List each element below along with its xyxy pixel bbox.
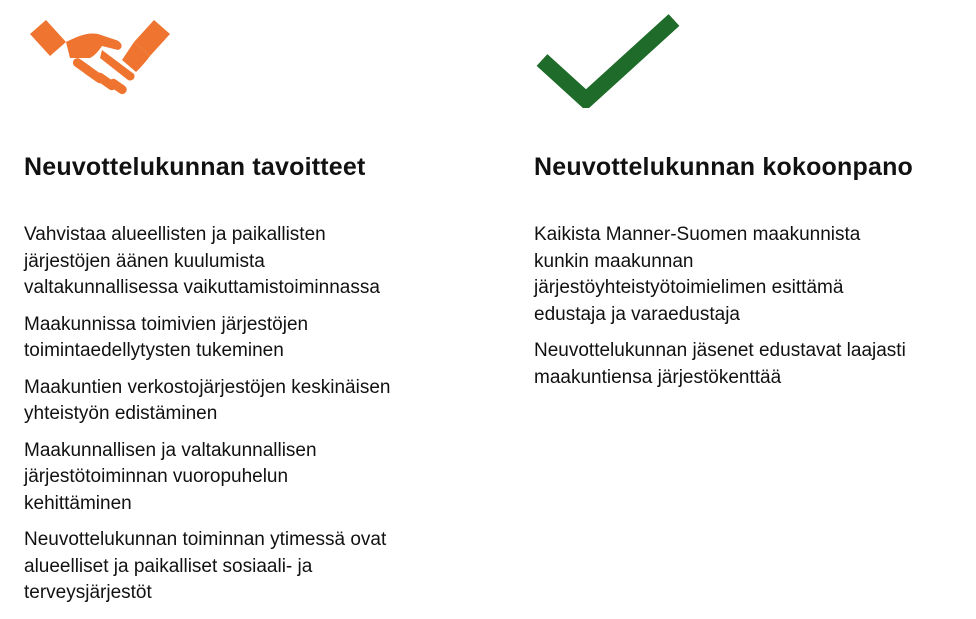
list-item	[24, 375, 464, 428]
list-item-line: edustaja ja varaedustaja	[534, 303, 740, 325]
composition-heading: Neuvottelukunnan kokoonpano	[534, 153, 914, 181]
list-item-line: Kaikista Manner-Suomen maakunnista	[534, 224, 861, 245]
list-item-line: maakuntiensa järjestökenttää	[534, 366, 782, 388]
list-item-line: Neuvottelukunnan jäsenet edustavat laajasti	[534, 340, 906, 361]
list-item-line: kunkin maakunnan	[534, 250, 694, 272]
list-item-line: terveysjärjestöt	[24, 582, 152, 603]
list-item-line: järjestöyhteistyötoimielimen esittämä	[534, 277, 844, 298]
list-item-line: Maakunnallisen ja valtakunnallisen	[24, 439, 317, 461]
list-item-line: alueelliset ja paikalliset sosiaali- ja	[24, 555, 313, 577]
handshake-icon	[30, 14, 170, 98]
list-item-line: Maakuntien verkostojärjestöjen keskinäisen	[24, 376, 391, 398]
list-item-line: Vahvistaa alueellisten ja paikallisten	[24, 224, 326, 245]
list-item-line: kehittäminen	[24, 492, 132, 514]
list-item	[534, 338, 974, 391]
list-item-line: toimintaedellytysten tukeminen	[24, 340, 284, 361]
list-item-line: järjestötoiminnan vuoropuhelun	[24, 466, 289, 487]
list-item	[24, 527, 464, 607]
composition-list	[534, 222, 974, 401]
list-item	[534, 222, 974, 328]
checkmark-icon	[534, 12, 684, 108]
list-item	[24, 438, 464, 518]
list-item-line: Maakunnissa toimivien järjestöjen	[24, 313, 309, 335]
goals-heading: Neuvottelukunnan tavoitteet	[24, 153, 366, 181]
list-item-line: valtakunnallisessa vaikuttamistoiminnassa	[24, 277, 380, 298]
list-item-line: järjestöjen äänen kuulumista	[24, 250, 265, 272]
list-item-line: yhteistyön edistäminen	[24, 403, 218, 424]
list-item	[24, 312, 464, 365]
list-item	[24, 222, 464, 302]
list-item-line: Neuvottelukunnan toiminnan ytimessä ovat	[24, 529, 387, 550]
goals-list	[24, 222, 464, 617]
